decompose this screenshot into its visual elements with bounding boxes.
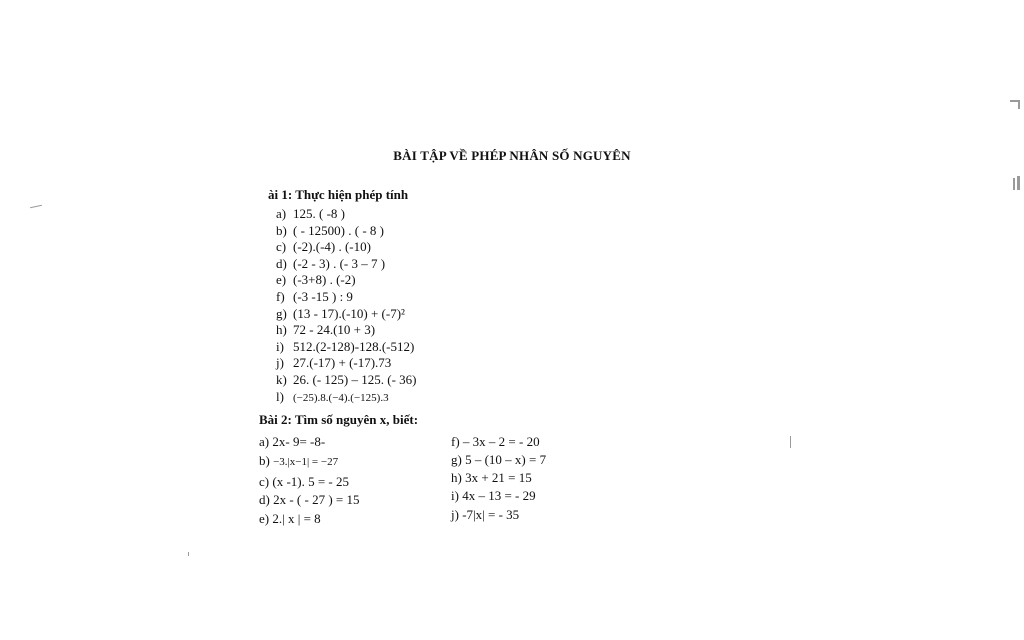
item-expression: 5 – (10 – x) = 7 [465,452,547,467]
item-label: e) [276,272,287,288]
item-expression: 2x - ( - 27 ) = 15 [273,492,360,507]
item-expression: 4x – 13 = - 29 [462,488,536,503]
scan-artifact [790,436,791,448]
item-expression: (-2).(-4) . (-10) [293,239,371,255]
scan-artifact [30,205,42,208]
exercise-2-heading: Bài 2: Tìm số nguyên x, biết: [259,412,419,427]
item-label: d) [276,255,287,271]
scan-artifact [1017,176,1020,190]
item-expression: 26. (- 125) – 125. (- 36) [293,371,417,387]
item-expression: (-3 -15 ) : 9 [293,288,353,304]
exercise-2-item [451,434,540,450]
exercise-2-item [259,453,338,469]
item-expression: 125. ( -8 ) [293,206,345,221]
item-label: j) [276,355,284,371]
item-expression: – 3x – 2 = - 20 [462,434,540,449]
item-expression: 27.(-17) + (-17).73 [293,355,392,371]
item-expression: 512.(2-128)-128.(-512) [293,338,415,354]
page-title: BÀI TẬP VỀ PHÉP NHÂN SỐ NGUYÊN [393,148,631,163]
exercise-1-item [276,289,416,306]
item-expression: (x -1). 5 = - 25 [272,474,350,489]
exercise-1-item [276,206,416,223]
exercise-2-item [259,434,325,450]
item-label: g) [276,305,287,321]
item-expression: (13 - 17).(-10) + (-7)² [293,305,405,321]
exercise-1-item [276,322,416,339]
exercise-1-item [276,256,416,273]
item-label: h) [451,470,462,485]
item-expression: 72 - 24.(10 + 3) [293,322,376,338]
exercise-2-item [259,492,360,508]
exercise-1-item [276,306,416,323]
item-label: a) [259,434,270,449]
item-expression: ( - 12500) . ( - 8 ) [293,222,384,238]
exercise-2-item [451,452,546,468]
item-label: b) [276,222,287,238]
item-expression: (-3+8) . (-2) [293,272,356,288]
item-expression: −3.|x−1| = −27 [273,456,339,468]
item-expression: (−25).8.(−4).(−125).3 [293,391,389,404]
item-expression: -7|x| = - 35 [462,507,520,522]
item-label: f) [276,288,285,304]
item-expression: 2x- 9= -8- [272,434,326,449]
item-label: c) [259,474,270,489]
item-label: i) [451,488,459,503]
item-label: c) [276,239,287,255]
item-label: g) [451,452,462,467]
item-label: j) [451,507,459,522]
exercise-2-item [451,488,536,504]
item-label: a) [276,206,287,221]
item-label: e) [259,511,270,526]
exercise-2-item [451,470,532,486]
item-expression: 3x + 21 = 15 [465,470,532,485]
exercise-2-item [259,511,321,527]
scan-artifact [188,552,189,556]
item-label: h) [276,322,287,338]
exercise-2-item [451,507,519,523]
item-label: l) [276,388,284,404]
item-label: f) [451,434,460,449]
exercise-2-item [259,474,349,490]
exercise-1-item [276,339,416,356]
item-expression: 2.| x | = 8 [272,511,321,526]
exercise-1-item [276,272,416,289]
exercise-1-item [276,223,416,240]
exercise-1-item [276,389,416,406]
exercise-1-item [276,355,416,372]
item-label: d) [259,492,270,507]
exercise-1-item [276,239,416,256]
exercise-1-heading: ài 1: Thực hiện phép tính [268,187,409,202]
item-expression: (-2 - 3) . (- 3 – 7 ) [293,255,386,271]
scan-artifact [1018,100,1020,109]
exercise-1-list [276,206,416,405]
item-label: k) [276,371,287,387]
item-label: i) [276,338,284,354]
exercise-1-item [276,372,416,389]
scan-artifact [1013,178,1015,190]
item-label: b) [259,453,270,468]
